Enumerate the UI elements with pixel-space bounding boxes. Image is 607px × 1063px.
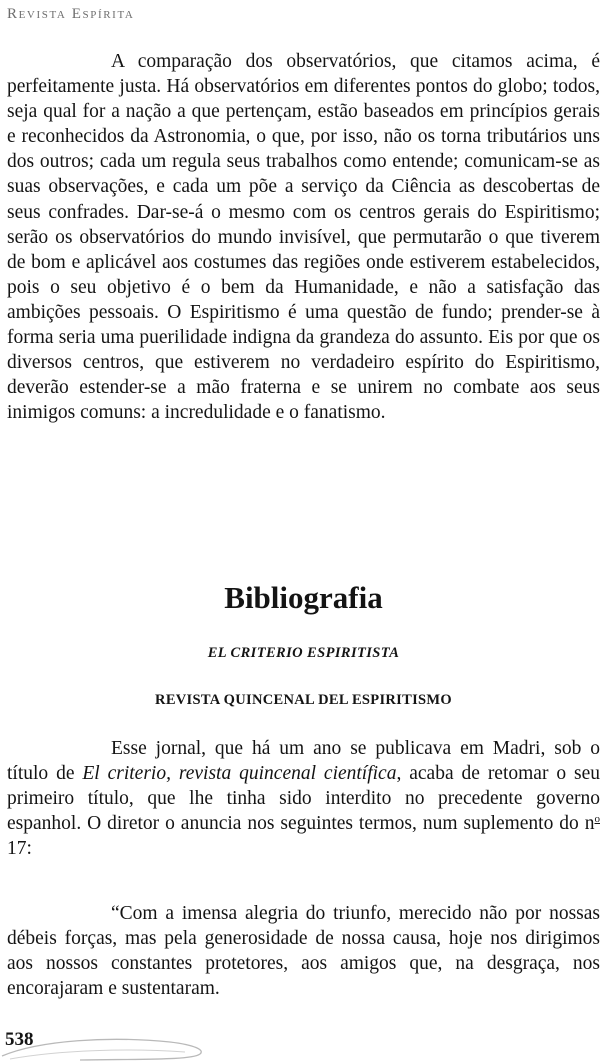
running-head: Revista Espírita <box>7 6 135 22</box>
footer-swash-ornament <box>0 1026 240 1063</box>
paragraph-journal-part1: Esse jornal, que há um ano se publicava em Madri, sob o título de <box>7 738 600 785</box>
section-title: Bibliografia <box>224 580 383 615</box>
publication-subtitle: REVISTA QUINCENAL DEL ESPIRITISMO <box>155 692 452 708</box>
publication-title: EL CRITERIO ESPIRITISTA <box>207 645 400 661</box>
page-number: 538 <box>5 1029 34 1050</box>
paragraph-observatories: A comparação dos observatórios, que citamos acima, é perfeitamente justa. Há observatórios em diferentes pontos do globo; todos, seja qual for a nação a que pertençam, estão baseados em princípios gerais e reconhecidos da Astronomia, o que, por isso, não os torna tributários uns dos outros; cada um regula seus trabalhos como entende; comunicam-se as suas observações, e cada um põe a serviço da Ciência as descobertas de seus confrades. Dar-se-á o mesmo com os centros gerais do Espiritismo; serão os observatórios do mundo invisível, que permutarão o que tiverem de bom e aplicável aos costumes das regiões onde estiverem estabelecidos, pois o seu objetivo é o bem da Humanidade, e não a satisfação das ambições pessoais. O Espiritismo é uma questão de fundo; prender-se à forma seria uma puerilidade indigna da grandeza do assunto. Eis por que os diversos centros, que estiverem no verdadeiro espírito do Espiritismo, deverão estender-se a mão fraterna e se unirem no combate aos seus inimigos comuns: a incredulidade e o fanatismo. <box>7 51 600 424</box>
numero-superscript: o <box>594 813 600 826</box>
paragraph-quote: “Com a imensa alegria do triunfo, merecido não por nossas débeis forças, mas pela generosidade de nossa causa, hoje nos dirigimos aos nossos constantes protetores, aos amigos que, na desgraça, nos encorajaram e sustentaram. <box>7 903 600 1000</box>
paragraph-journal <box>7 736 600 861</box>
paragraph-journal-part2: , acaba de retomar o seu primeiro título, que lhe tinha sido interdito no precedente governo espanhol. O diretor o anuncia nos seguintes termos, num suplemento do n <box>7 763 600 835</box>
journal-title-italic: El criterio, revista quincenal científica <box>82 763 397 785</box>
paragraph-journal-part3: 17: <box>7 838 32 860</box>
